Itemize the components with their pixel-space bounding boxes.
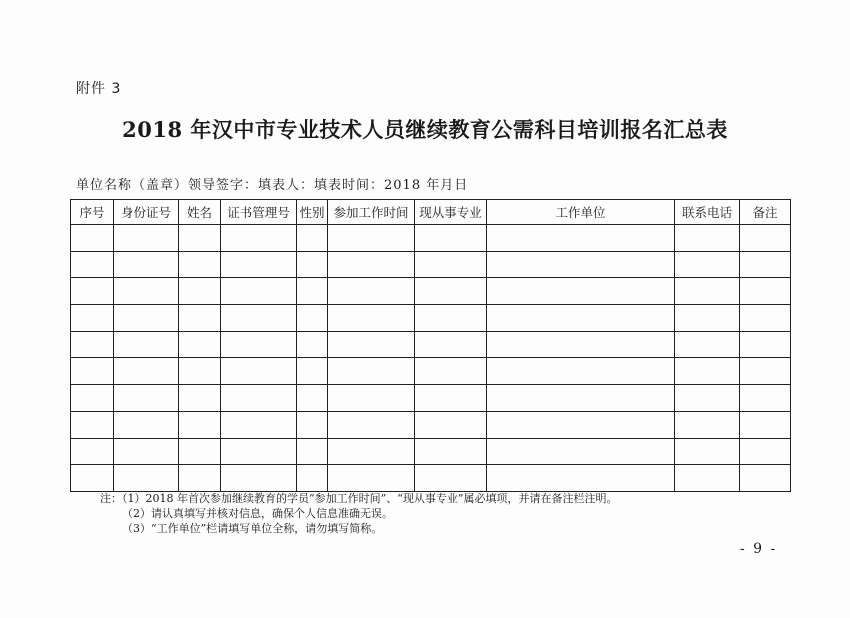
col-header-phone: 联系电话 (675, 200, 740, 225)
table-cell[interactable] (675, 251, 740, 278)
col-header-gender: 性别 (297, 200, 328, 225)
table-cell[interactable] (415, 465, 487, 492)
table-cell[interactable] (740, 411, 791, 438)
table-cell[interactable] (71, 305, 114, 332)
table-cell[interactable] (328, 331, 415, 358)
table-row (71, 305, 791, 332)
table-cell[interactable] (675, 278, 740, 305)
table-cell[interactable] (297, 411, 328, 438)
col-header-remarks: 备注 (740, 200, 791, 225)
table-row (71, 251, 791, 278)
table-cell[interactable] (297, 465, 328, 492)
col-header-id-number: 身份证号 (114, 200, 179, 225)
note-item-2: （2）请认真填写并核对信息，确保个人信息准确无误。 (122, 507, 393, 520)
table-cell[interactable] (114, 331, 179, 358)
table-cell[interactable] (740, 331, 791, 358)
table-cell[interactable] (114, 385, 179, 412)
table-cell[interactable] (740, 225, 791, 252)
table-cell[interactable] (487, 305, 675, 332)
table-cell[interactable] (328, 438, 415, 465)
table-cell[interactable] (114, 305, 179, 332)
table-cell[interactable] (487, 278, 675, 305)
table-header-row (71, 200, 791, 225)
table-cell[interactable] (415, 438, 487, 465)
table-cell[interactable] (487, 358, 675, 385)
table-cell[interactable] (415, 305, 487, 332)
table-cell[interactable] (415, 278, 487, 305)
table-cell[interactable] (675, 358, 740, 385)
page-number: - 9 - (740, 541, 778, 557)
table-cell[interactable] (71, 251, 114, 278)
registration-table (70, 199, 791, 492)
col-header-employer: 工作单位 (487, 200, 675, 225)
table-cell[interactable] (221, 358, 297, 385)
table-row (71, 438, 791, 465)
table-cell[interactable] (675, 225, 740, 252)
table-cell[interactable] (328, 358, 415, 385)
table-cell[interactable] (114, 438, 179, 465)
table-cell[interactable] (675, 438, 740, 465)
table-body (71, 225, 791, 492)
table-row (71, 358, 791, 385)
table-cell[interactable] (328, 465, 415, 492)
table-cell[interactable] (675, 385, 740, 412)
table-cell[interactable] (179, 358, 221, 385)
table-cell[interactable] (179, 385, 221, 412)
table-cell[interactable] (71, 385, 114, 412)
attachment-label: 附件 3 (76, 81, 122, 97)
table-row (71, 278, 791, 305)
table-cell[interactable] (179, 251, 221, 278)
note-text-1: （1）2018 年首次参加继续教育的学员“参加工作时间”、“现从事专业”属必填项，并请在备注栏注明。 (122, 492, 618, 505)
table-cell[interactable] (297, 225, 328, 252)
table-row (71, 331, 791, 358)
table-cell[interactable] (487, 251, 675, 278)
table-cell[interactable] (675, 465, 740, 492)
col-header-certificate-number: 证书管理号 (221, 200, 297, 225)
table-cell[interactable] (328, 225, 415, 252)
col-header-index: 序号 (71, 200, 114, 225)
table-cell[interactable] (328, 411, 415, 438)
table-cell[interactable] (221, 331, 297, 358)
table-cell[interactable] (328, 278, 415, 305)
table-cell[interactable] (297, 305, 328, 332)
table-cell[interactable] (221, 385, 297, 412)
table-cell[interactable] (179, 465, 221, 492)
document-title: 2018 年汉中市专业技术人员继续教育公需科目培训报名汇总表 (122, 117, 728, 142)
table-cell[interactable] (221, 225, 297, 252)
table-row (71, 411, 791, 438)
table-cell[interactable] (114, 465, 179, 492)
table-cell[interactable] (740, 278, 791, 305)
table-cell[interactable] (328, 385, 415, 412)
table-cell[interactable] (740, 385, 791, 412)
table-cell[interactable] (114, 278, 179, 305)
table-cell[interactable] (179, 411, 221, 438)
table-cell[interactable] (487, 385, 675, 412)
table-cell[interactable] (71, 358, 114, 385)
table-cell[interactable] (297, 385, 328, 412)
table-cell[interactable] (675, 305, 740, 332)
table-cell[interactable] (297, 358, 328, 385)
table-cell[interactable] (487, 411, 675, 438)
table-row (71, 465, 791, 492)
table-cell[interactable] (740, 358, 791, 385)
table-cell[interactable] (221, 411, 297, 438)
col-header-current-profession: 现从事专业 (415, 200, 487, 225)
table-cell[interactable] (221, 465, 297, 492)
form-info-line: 单位名称（盖章）领导签字：填表人：填表时间：2018 年月日 (76, 178, 469, 193)
col-header-work-start-date: 参加工作时间 (328, 200, 415, 225)
table-cell[interactable] (328, 251, 415, 278)
table-row (71, 385, 791, 412)
table-cell[interactable] (71, 225, 114, 252)
table-cell[interactable] (114, 225, 179, 252)
table-cell[interactable] (675, 331, 740, 358)
table-row (71, 225, 791, 252)
table-cell[interactable] (71, 465, 114, 492)
table-cell[interactable] (487, 438, 675, 465)
table-cell[interactable] (71, 278, 114, 305)
table-cell[interactable] (740, 438, 791, 465)
table-cell[interactable] (297, 251, 328, 278)
table-cell[interactable] (740, 305, 791, 332)
table-cell[interactable] (487, 331, 675, 358)
table-cell[interactable] (297, 438, 328, 465)
table-cell[interactable] (179, 331, 221, 358)
table-cell[interactable] (221, 251, 297, 278)
table-cell[interactable] (221, 438, 297, 465)
table-cell[interactable] (71, 438, 114, 465)
table-cell[interactable] (114, 411, 179, 438)
table-cell[interactable] (415, 331, 487, 358)
notes-prefix: 注： (100, 492, 122, 505)
table-cell[interactable] (114, 358, 179, 385)
table-cell[interactable] (328, 305, 415, 332)
table-cell[interactable] (675, 411, 740, 438)
table-cell[interactable] (71, 331, 114, 358)
table-cell[interactable] (415, 358, 487, 385)
notes-section (100, 491, 617, 536)
col-header-name: 姓名 (179, 200, 221, 225)
table-cell[interactable] (297, 331, 328, 358)
table-cell[interactable] (221, 278, 297, 305)
table-cell[interactable] (415, 411, 487, 438)
table-cell[interactable] (221, 305, 297, 332)
table-cell[interactable] (415, 225, 487, 252)
table-cell[interactable] (114, 251, 179, 278)
table-cell[interactable] (179, 438, 221, 465)
table-cell[interactable] (179, 305, 221, 332)
table-cell[interactable] (415, 385, 487, 412)
table-cell[interactable] (487, 225, 675, 252)
table-cell[interactable] (179, 225, 221, 252)
table-cell[interactable] (487, 465, 675, 492)
table-cell[interactable] (179, 278, 221, 305)
table-cell[interactable] (740, 251, 791, 278)
note-item-1 (100, 491, 617, 506)
table-cell[interactable] (71, 411, 114, 438)
table-cell[interactable] (740, 465, 791, 492)
table-cell[interactable] (297, 278, 328, 305)
table-cell[interactable] (415, 251, 487, 278)
note-item-3: （3）“工作单位”栏请填写单位全称，请勿填写简称。 (122, 522, 383, 535)
